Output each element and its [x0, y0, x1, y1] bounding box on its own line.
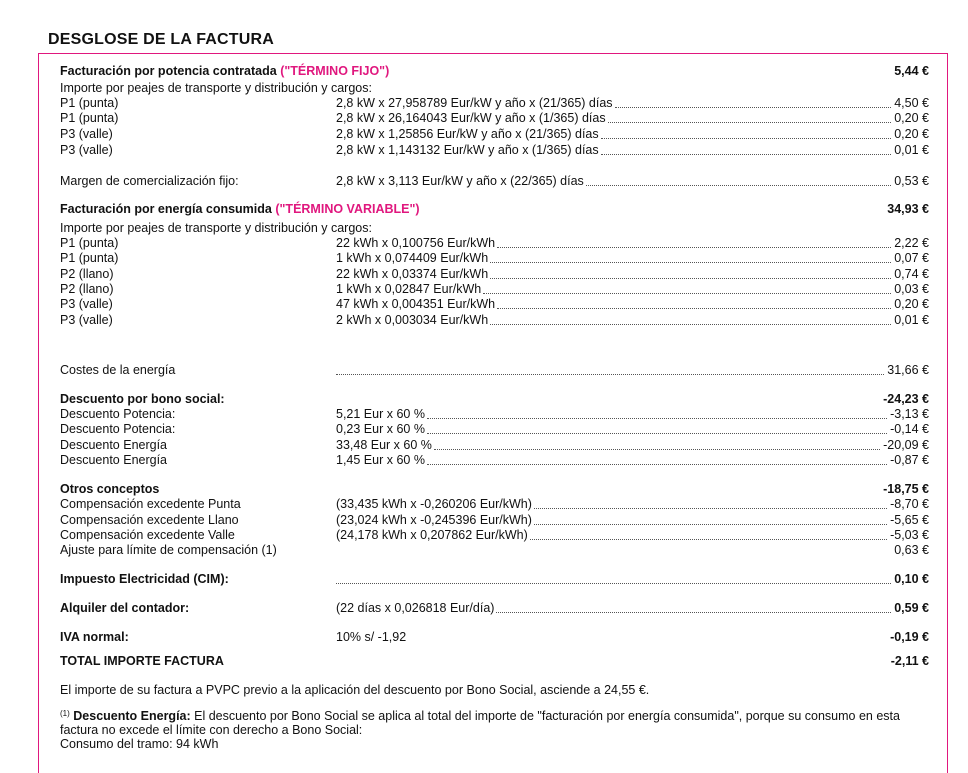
energia-row-amount: 0,01 €: [894, 313, 929, 327]
iva-row-label: IVA normal:: [60, 630, 129, 644]
potencia-heading-term-tag: ("TÉRMINO FIJO"): [280, 64, 390, 78]
potencia-heading: [60, 64, 929, 79]
dot-leader: [490, 324, 891, 325]
potencia-row: [60, 143, 929, 158]
potencia-row-description: 2,8 kW x 27,958789 Eur/kW y año x (21/365) días: [336, 96, 613, 110]
dot-leader: [497, 247, 891, 248]
dot-leader: [601, 138, 891, 139]
impuesto-row-label: Impuesto Electricidad (CIM):: [60, 572, 229, 586]
total-row: [60, 654, 929, 669]
bono-row: [60, 422, 929, 437]
otros-row-amount: -8,70 €: [890, 497, 929, 511]
footnote-consumption: Consumo del tramo: 94 kWh: [60, 737, 219, 751]
alquiler-row-label: Alquiler del contador:: [60, 601, 190, 615]
potencia-row-label: P1 (punta): [60, 96, 119, 110]
energia-row: [60, 251, 929, 266]
potencia-heading-amount: 5,44 €: [894, 64, 929, 78]
alquiler-row: [60, 601, 929, 616]
potencia-row-amount: 0,20 €: [894, 127, 929, 141]
bono-row-amount: -20,09 €: [883, 438, 929, 452]
energia-row-description: 22 kWh x 0,100756 Eur/kWh: [336, 236, 496, 250]
otros-row-amount: -5,03 €: [890, 528, 929, 542]
dot-leader: [483, 293, 891, 294]
bono-row-label: Descuento Potencia:: [60, 422, 176, 436]
bono-row-description: 5,21 Eur x 60 %: [336, 407, 425, 421]
dot-leader: [490, 262, 891, 263]
otros-heading: [60, 482, 929, 497]
costes-row: [60, 363, 929, 378]
margen-row-description: 2,8 kW x 3,113 Eur/kW y año x (22/365) días: [336, 174, 584, 188]
energia-row-amount: 0,07 €: [894, 251, 929, 265]
bono-row-label: Descuento Energía: [60, 438, 168, 452]
bono-row-label: Descuento Energía: [60, 453, 168, 467]
footnote-energy-discount: [60, 709, 920, 751]
potencia-row-amount: 0,20 €: [894, 111, 929, 125]
potencia-row: [60, 127, 929, 142]
energia-row-label: P3 (valle): [60, 313, 113, 327]
otros-row: [60, 528, 929, 543]
margen-row-label: Margen de comercialización fijo:: [60, 174, 239, 188]
energia-heading: [60, 202, 929, 217]
costes-row-amount: 31,66 €: [887, 363, 929, 377]
dot-leader: [601, 154, 891, 155]
energia-row-label: P1 (punta): [60, 251, 119, 265]
potencia-row-description: 2,8 kW x 1,143132 Eur/kW y año x (1/365) días: [336, 143, 599, 157]
bono-row-amount: -3,13 €: [890, 407, 929, 421]
energia-row-label: P1 (punta): [60, 236, 119, 250]
dot-leader: [534, 508, 887, 509]
total-row-amount: -2,11 €: [890, 654, 929, 668]
potencia-row-label: P3 (valle): [60, 127, 113, 141]
otros-row-label: Compensación excedente Punta: [60, 497, 241, 511]
impuesto-row: [60, 572, 929, 587]
otros-row-label: Compensación excedente Valle: [60, 528, 235, 542]
dot-leader: [490, 278, 891, 279]
otros-heading-label: Otros conceptos: [60, 482, 160, 496]
dot-leader: [497, 308, 891, 309]
otros-row-description: (33,435 kWh x -0,260206 Eur/kWh): [336, 497, 532, 511]
otros-row: [60, 543, 929, 558]
dot-leader: [336, 583, 891, 584]
otros-row: [60, 497, 929, 512]
dot-leader: [496, 612, 891, 613]
bono-row-description: 33,48 Eur x 60 %: [336, 438, 432, 452]
impuesto-row-amount: 0,10 €: [894, 572, 929, 586]
total-row-label: TOTAL IMPORTE FACTURA: [60, 654, 224, 668]
bono-row: [60, 453, 929, 468]
potencia-row-description: 2,8 kW x 1,25856 Eur/kW y año x (21/365) días: [336, 127, 599, 141]
energia-row-amount: 0,03 €: [894, 282, 929, 296]
energia-heading-amount: 34,93 €: [887, 202, 929, 216]
energia-intro: [60, 221, 929, 236]
bono-row: [60, 407, 929, 422]
energia-row-description: 47 kWh x 0,004351 Eur/kWh: [336, 297, 496, 311]
energia-row: [60, 267, 929, 282]
otros-heading-amount: -18,75 €: [883, 482, 929, 496]
energia-row: [60, 282, 929, 297]
bono-row-label: Descuento Potencia:: [60, 407, 176, 421]
otros-row-label: Compensación excedente Llano: [60, 513, 239, 527]
energia-heading-term-tag: ("TÉRMINO VARIABLE"): [275, 202, 420, 216]
energia-row-description: 22 kWh x 0,03374 Eur/kWh: [336, 267, 489, 281]
potencia-row-amount: 4,50 €: [894, 96, 929, 110]
otros-row: [60, 513, 929, 528]
potencia-heading-label: [60, 64, 389, 79]
energia-row: [60, 236, 929, 251]
potencia-row-label: P1 (punta): [60, 111, 119, 125]
alquiler-row-amount: 0,59 €: [894, 601, 929, 615]
potencia-row-description: 2,8 kW x 26,164043 Eur/kW y año x (1/365) días: [336, 111, 606, 125]
footnote-heading: Descuento Energía:: [73, 709, 191, 723]
otros-row-amount: 0,63 €: [894, 543, 929, 557]
dot-leader: [530, 539, 887, 540]
bono-heading-label: Descuento por bono social:: [60, 392, 225, 406]
energia-row: [60, 297, 929, 312]
otros-row-label: Ajuste para límite de compensación (1): [60, 543, 277, 557]
potencia-heading-title: Facturación por potencia contratada: [60, 64, 277, 78]
bono-row-amount: -0,14 €: [890, 422, 929, 436]
potencia-intro: [60, 81, 929, 96]
iva-row-amount: -0,19 €: [890, 630, 929, 644]
potencia-row: [60, 111, 929, 126]
dot-leader: [427, 433, 887, 434]
margen-row: [60, 174, 929, 189]
pvpc-note: El importe de su factura a PVPC previo a la aplicación del descuento por Bono Social, asciende a 24,55 €.: [60, 683, 650, 697]
energia-heading-label: [60, 202, 420, 217]
iva-row-description: 10% s/ -1,92: [336, 630, 407, 644]
potencia-row-amount: 0,01 €: [894, 143, 929, 157]
energia-intro-label: Importe por peajes de transporte y distribución y cargos:: [60, 221, 372, 235]
footnote-marker: (1): [60, 709, 70, 718]
energia-row-label: P2 (llano): [60, 282, 114, 296]
otros-row-description: (23,024 kWh x -0,245396 Eur/kWh): [336, 513, 532, 527]
dot-leader: [336, 374, 884, 375]
bono-row-description: 0,23 Eur x 60 %: [336, 422, 425, 436]
energia-row-description: 1 kWh x 0,02847 Eur/kWh: [336, 282, 482, 296]
dot-leader: [427, 418, 887, 419]
energia-row-label: P2 (llano): [60, 267, 114, 281]
energia-heading-title: Facturación por energía consumida: [60, 202, 272, 216]
dot-leader: [586, 185, 891, 186]
iva-row: [60, 630, 929, 645]
energia-row-amount: 0,20 €: [894, 297, 929, 311]
costes-row-label: Costes de la energía: [60, 363, 176, 377]
energia-row-description: 1 kWh x 0,074409 Eur/kWh: [336, 251, 489, 265]
bono-heading-amount: -24,23 €: [883, 392, 929, 406]
energia-row-amount: 2,22 €: [894, 236, 929, 250]
energia-row-label: P3 (valle): [60, 297, 113, 311]
dot-leader: [615, 107, 891, 108]
bono-row: [60, 438, 929, 453]
dot-leader: [434, 449, 880, 450]
energia-row-amount: 0,74 €: [894, 267, 929, 281]
alquiler-row-description: (22 días x 0,026818 Eur/día): [336, 601, 495, 615]
potencia-row-label: P3 (valle): [60, 143, 113, 157]
otros-row-description: (24,178 kWh x 0,207862 Eur/kWh): [336, 528, 528, 542]
margen-row-amount: 0,53 €: [894, 174, 929, 188]
invoice-breakdown-title: DESGLOSE DE LA FACTURA: [48, 31, 275, 48]
dot-leader: [427, 464, 887, 465]
energia-row-description: 2 kWh x 0,003034 Eur/kWh: [336, 313, 489, 327]
potencia-intro-label: Importe por peajes de transporte y distribución y cargos:: [60, 81, 372, 95]
footnote-text: El descuento por Bono Social se aplica al total del importe de "facturación por energía consumida", porque su consumo en esta factura no excede el límite con derecho a Bono Social:: [60, 709, 900, 737]
bono-row-description: 1,45 Eur x 60 %: [336, 453, 425, 467]
potencia-row: [60, 96, 929, 111]
dot-leader: [534, 524, 887, 525]
dot-leader: [608, 122, 891, 123]
bono-row-amount: -0,87 €: [890, 453, 929, 467]
energia-row: [60, 313, 929, 328]
bono-heading: [60, 392, 929, 407]
otros-row-amount: -5,65 €: [890, 513, 929, 527]
